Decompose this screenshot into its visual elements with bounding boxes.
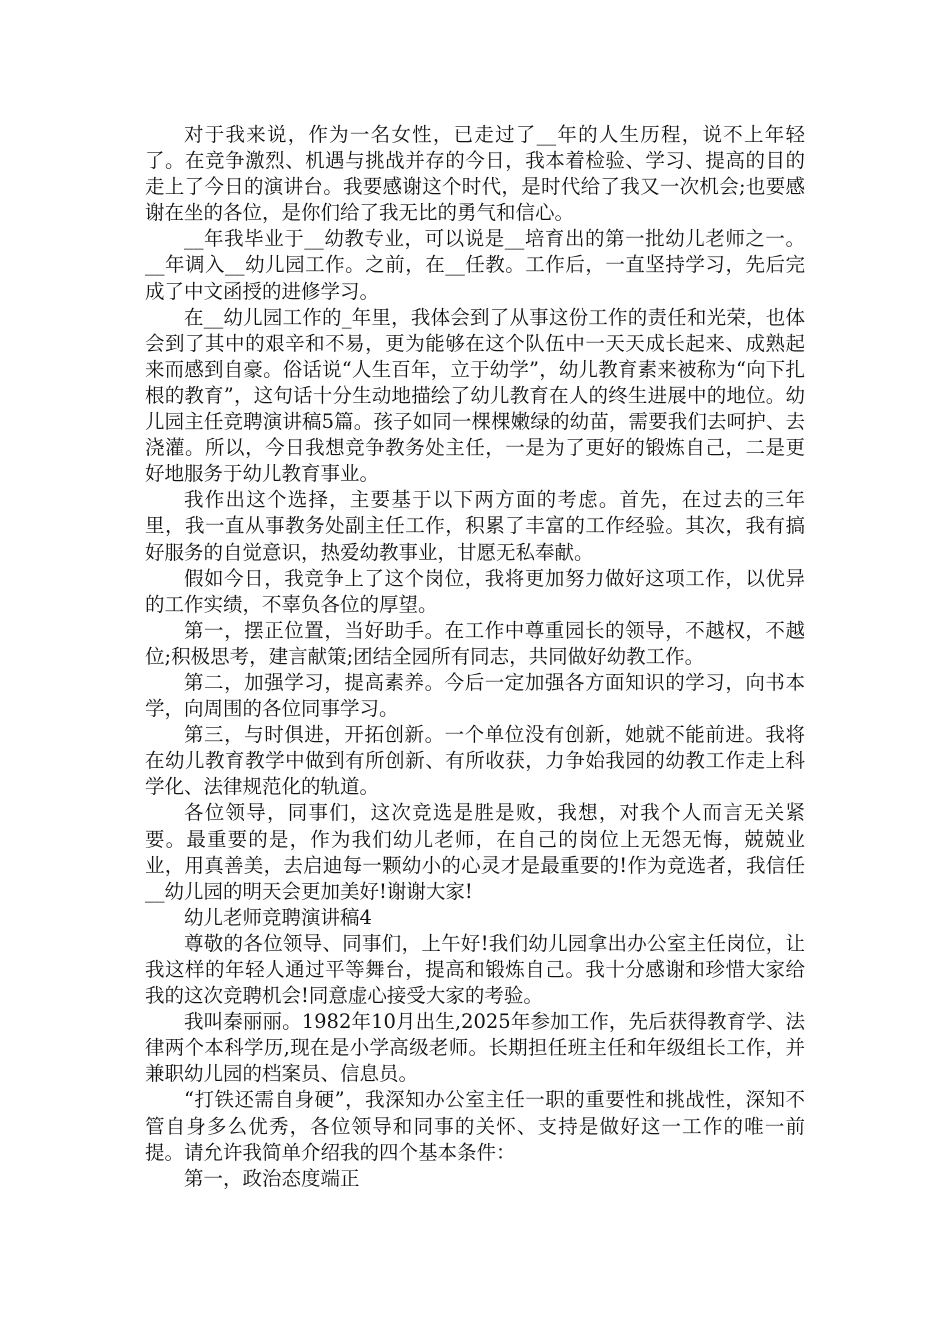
paragraph-greeting: 尊敬的各位领导、同事们，上午好!我们幼儿园拿出办公室主任岗位，让我这样的年轻人通过平等舞台，提高和锻炼自己。我十分感谢和珍惜大家给我的这次竞聘机会!同意虚心接受大家的考验。 [145,931,805,1008]
paragraph-if-elected: 假如今日，我竞争上了这个岗位，我将更加努力做好这项工作，以优异的工作实绩，不辜负各位的厚望。 [145,566,805,616]
paragraph-point-one: 第一，摆正位置，当好助手。在工作中尊重园长的领导，不越权，不越位;积极思考，建言献策;团结全园所有同志，共同做好幼教工作。 [145,618,805,668]
paragraph-closing: 各位领导，同事们，这次竞选是胜是败，我想，对我个人而言无关紧要。最重要的是，作为我们幼儿老师，在自己的岗位上无怨无悔，兢兢业业，用真善美，去启迪每一颗幼小的心灵才是最重要的!作为竞选者，我信任__幼儿园的明天会更加美好!谢谢大家! [145,801,805,903]
document-body [145,122,805,1192]
paragraph-point-two: 第二，加强学习，提高素养。今后一定加强各方面知识的学习，向书本学，向周围的各位同事学习。 [145,670,805,721]
paragraph-quote: “打铁还需自身硬”，我深知办公室主任一职的重要性和挑战性，深知不管自身多么优秀，各位领导和同事的关怀、支持是做好这一工作的唯一前提。请允许我简单介绍我的四个基本条件： [145,1088,805,1164]
section-heading: 幼儿老师竞聘演讲稿4 [184,905,372,929]
paragraph-experience: 在__幼儿园工作的_年里，我体会到了从事这份工作的责任和光荣，也体会到了其中的艰辛和不易，更为能够在这个队伍中一天天成长起来、成熟起来而感到自豪。俗话说“人生百年，立于幼学”，幼儿教育素来被称为“向下扎根的教育”，这句话十分生动地描绘了幼儿教育在人的终生进展中的地位。幼儿园主任竞聘演讲稿5篇。孩子如同一棵棵嫩绿的幼苗，需要我们去呵护、去浇灌。所以，今日我想竞争教务处主任，一是为了更好的锻炼自己，二是更好地服务于幼儿教育事业。 [145,305,805,486]
paragraph-condition-one: 第一，政治态度端正 [184,1166,360,1190]
paragraph-self-intro: 我叫秦丽丽。1982年10月出生,2025年参加工作，先后获得教育学、法律两个本科学历,现在是小学高级老师。长期担任班主任和年级组长工作，并兼职幼儿园的档案员、信息员。 [145,1010,805,1086]
paragraph-point-three: 第三，与时俱进，开拓创新。一个单位没有创新，她就不能前进。我将在幼儿教育教学中做到有所创新、有所收获，力争始我园的幼教工作走上科学化、法律规范化的轨道。 [145,723,805,799]
paragraph-education: __年我毕业于__幼教专业，可以说是__培育出的第一批幼儿老师之一。__年调入__幼儿园工作。之前，在__任教。工作后，一直坚持学习，先后完成了中文函授的进修学习。 [145,227,805,303]
paragraph-intro: 对于我来说，作为一名女性，已走过了__年的人生历程，说不上年轻了。在竞争激烈、机遇与挑战并存的今日，我本着检验、学习、提高的目的走上了今日的演讲台。我要感谢这个时代，是时代给了我又一次机会;也要感谢在坐的各位，是你们给了我无比的勇气和信心。 [145,123,805,225]
paragraph-reasons: 我作出这个选择，主要基于以下两方面的考虑。首先，在过去的三年里，我一直从事教务处副主任工作，积累了丰富的工作经验。其次，我有搞好服务的自觉意识，热爱幼教事业，甘愿无私奉献。 [145,488,805,564]
